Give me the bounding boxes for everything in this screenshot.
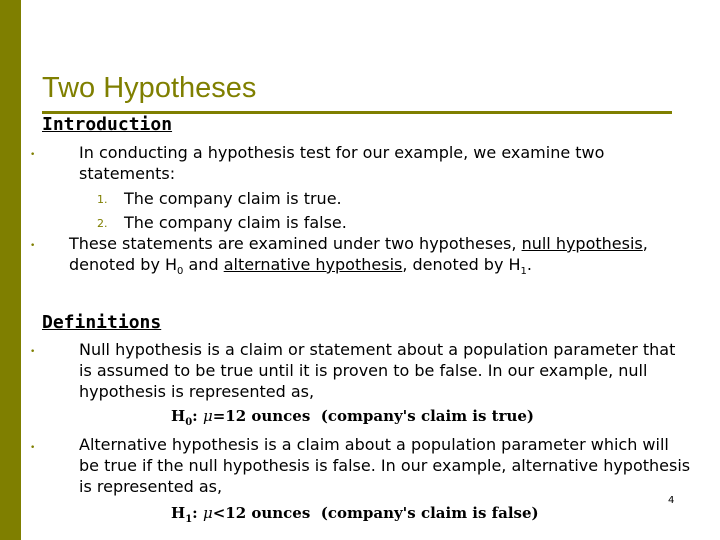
alternative-hypothesis-term: alternative hypothesis: [223, 255, 403, 274]
alt-formula-sub: 1: [185, 514, 193, 525]
intro-bullet-1-text: In conducting a hypothesis test for our example, we examine two statements:: [79, 143, 605, 183]
null-formula-mu: μ: [202, 407, 213, 425]
null-formula-colon: :: [192, 407, 198, 425]
bullet-dot: •: [30, 150, 36, 160]
null-formula-sub: 0: [185, 417, 193, 428]
bullet-dot: •: [30, 347, 36, 357]
bullet-dot: •: [30, 443, 36, 453]
bullet-2-mid-2: and: [183, 255, 224, 274]
h-subscript-0: 0: [177, 266, 184, 278]
alternative-hypothesis-formula: [171, 504, 539, 525]
bullet-2-end: .: [526, 255, 533, 274]
h-subscript-1: 1: [520, 266, 527, 278]
null-formula-label: H: [171, 407, 186, 425]
bullet-2-prefix: These statements are examined under two hypotheses,: [69, 234, 522, 253]
list-item-1-text: The company claim is true.: [124, 189, 342, 208]
bullet-2-mid-3: , denoted by H: [402, 255, 521, 274]
null-formula-relation: =12 ounces: [212, 407, 311, 425]
alt-formula-relation: <12 ounces: [212, 504, 311, 522]
alt-formula-colon: :: [192, 504, 198, 522]
list-item-1-number: 1.: [97, 193, 108, 206]
alt-formula-label: H: [171, 504, 186, 522]
slide-number: 4: [668, 495, 675, 506]
list-item-2-text: The company claim is false.: [124, 213, 347, 232]
null-hypothesis-formula: [171, 407, 534, 428]
null-definition-text: Null hypothesis is a claim or statement about a population parameter that is assumed to be true until it is proven to be false. In our example, null hypothesis is represented as,: [79, 340, 676, 401]
alternative-definition-text: Alternative hypothesis is a claim about a population parameter which will be true if the null hypothesis is false. In our example, alternative hypothesis is represented as,: [79, 435, 691, 496]
intro-bullet-2-text: [69, 233, 714, 282]
introduction-heading: Introduction: [42, 114, 173, 135]
alt-formula-mu: μ: [202, 504, 213, 522]
bullet-dot: •: [30, 241, 36, 251]
definitions-heading: Definitions: [42, 312, 162, 333]
alt-formula-note: (company's claim is false): [320, 504, 539, 522]
left-accent-bar: [0, 0, 21, 540]
null-hypothesis-term: null hypothesis: [521, 234, 643, 253]
bullet-2-mid-1: , denoted by H: [69, 234, 648, 274]
list-item-2-number: 2.: [97, 217, 108, 230]
null-formula-note: (company's claim is true): [320, 407, 535, 425]
slide-title: Two Hypotheses: [42, 72, 257, 104]
